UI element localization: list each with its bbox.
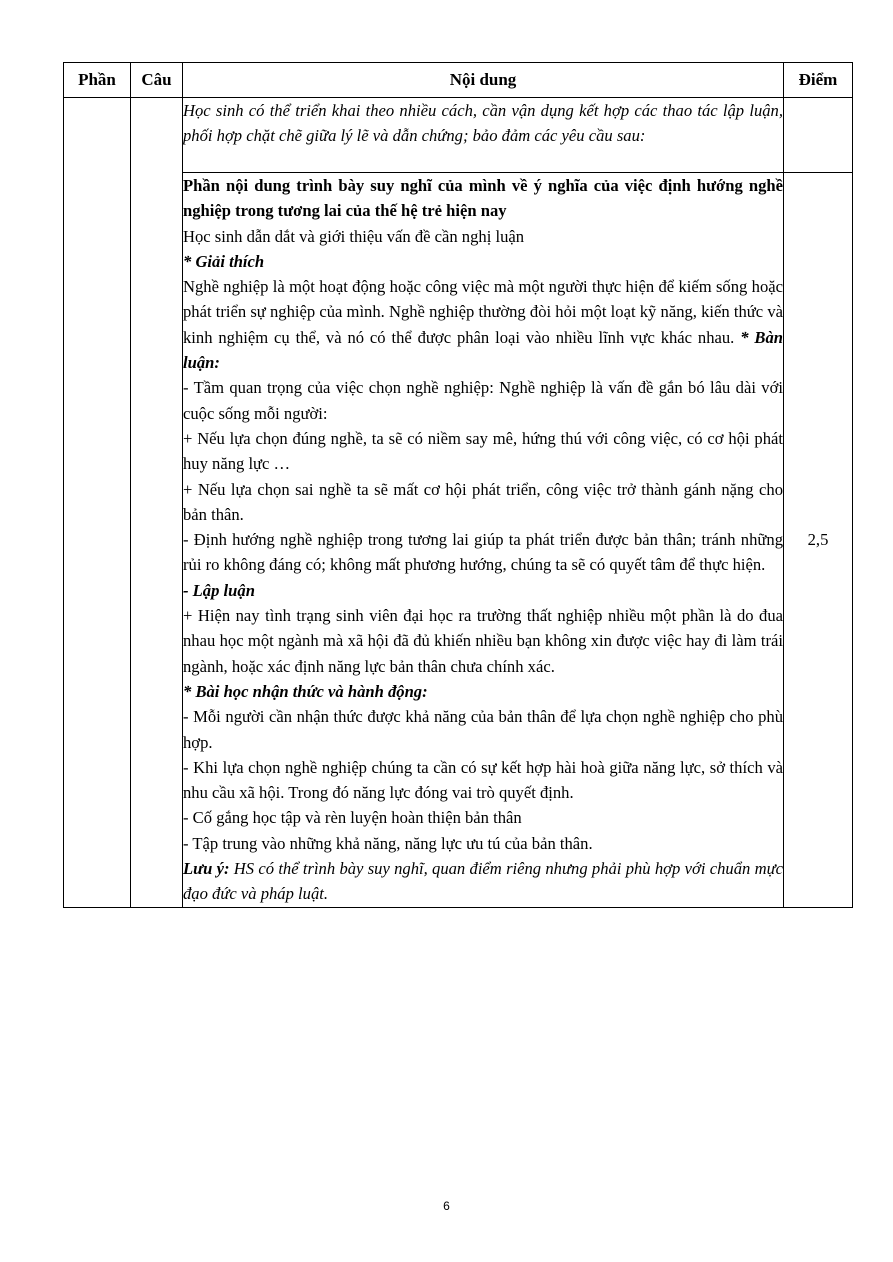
discuss-heading: * Bàn luận:	[183, 327, 783, 373]
intro-score-cell	[784, 98, 853, 173]
explain-text: Nghề nghiệp là một hoạt động hoặc công việc mà một người thực hiện để kiếm sống hoặc phát triển sự nghiệp của mình. Nghề nghiệp thường đòi hỏi một loạt kỹ năng, kiến thức và kinh nghiệm cụ thể, và nó có thể được phân loại vào nhiều lĩnh vực khác nhau.	[183, 277, 783, 347]
section-title: Phần nội dung trình bày suy nghĩ của mình về ý nghĩa của việc định hướng nghề nghiệp trong tương lai của thế hệ trẻ hiện nay	[183, 176, 783, 221]
lesson-2: - Khi lựa chọn nghề nghiệp chúng ta cần có sự kết hợp hài hoà giữa năng lực, sở thích và nhu cầu xã hội. Trong đó năng lực đóng vai trò quyết định.	[183, 757, 783, 803]
note-label: Lưu ý:	[183, 859, 230, 879]
lesson-4: - Tập trung vào những khả năng, năng lực ưu tú của bản thân.	[183, 833, 593, 853]
header-cau: Câu	[131, 63, 183, 98]
grading-table	[63, 62, 853, 908]
discuss-3: + Nếu lựa chọn sai nghề ta sẽ mất cơ hội phát triển, công việc trở thành gánh nặng cho bản thân.	[183, 479, 783, 524]
argue-heading: - Lập luận	[183, 580, 255, 600]
lesson-1: - Mỗi người cần nhận thức được khả năng của bản thân để lựa chọn nghề nghiệp cho phù hợp.	[183, 707, 783, 752]
score-value: 2,5	[807, 530, 829, 550]
header-noi-dung: Nội dung	[183, 63, 784, 98]
explain-paragraph	[183, 274, 783, 375]
lesson-3: - Cố gắng học tập và rèn luyện hoàn thiện bản thân	[183, 808, 522, 828]
intro-cell	[183, 98, 784, 173]
intro-text: Học sinh có thể triển khai theo nhiều cách, cần vận dụng kết hợp các thao tác lập luận, phối hợp chặt chẽ giữa lý lẽ và dẫn chứng; bảo đảm các yêu cầu sau:	[183, 101, 783, 146]
argue-1: + Hiện nay tình trạng sinh viên đại học ra trường thất nghiệp nhiều một phần là do đua nhau học một ngành mà xã hội đã đủ khiến nhiều bạn không xin được việc hay đi làm trái ngành, hoặc xác định năng lực bản thân chưa chính xác.	[183, 606, 783, 676]
header-row	[64, 63, 853, 98]
intro-row	[64, 98, 853, 173]
header-diem: Điểm	[784, 63, 853, 98]
phan-cell	[64, 98, 131, 908]
discuss-4: - Định hướng nghề nghiệp trong tương lai giúp ta phát triển được bản thân; tránh những rủi ro không đáng có; không mất phương hướng, chúng ta sẽ có quyết tâm để thực hiện.	[183, 530, 783, 575]
score-cell	[784, 173, 853, 908]
discuss-2: + Nếu lựa chọn đúng nghề, ta sẽ có niềm say mê, hứng thú với công việc, có cơ hội phát huy năng lực …	[183, 428, 783, 474]
content-cell	[183, 173, 784, 908]
note-paragraph	[183, 856, 783, 907]
lesson-heading: * Bài học nhận thức và hành động:	[183, 681, 428, 701]
note-text: HS có thể trình bày suy nghĩ, quan điểm riêng nhưng phải phù hợp với chuẩn mực đạo đức và pháp luật.	[183, 859, 783, 904]
cau-cell	[131, 98, 183, 908]
content-row	[64, 173, 853, 908]
explain-heading: * Giải thích	[183, 251, 265, 271]
lead-text: Học sinh dẫn dắt và giới thiệu vấn đề cần nghị luận	[183, 226, 525, 246]
header-phan: Phần	[64, 63, 131, 98]
discuss-1: - Tầm quan trọng của việc chọn nghề nghiệp: Nghề nghiệp là vấn đề gắn bó lâu dài với cuộc sống mỗi người:	[183, 378, 783, 423]
page-number: 6	[443, 1199, 450, 1213]
